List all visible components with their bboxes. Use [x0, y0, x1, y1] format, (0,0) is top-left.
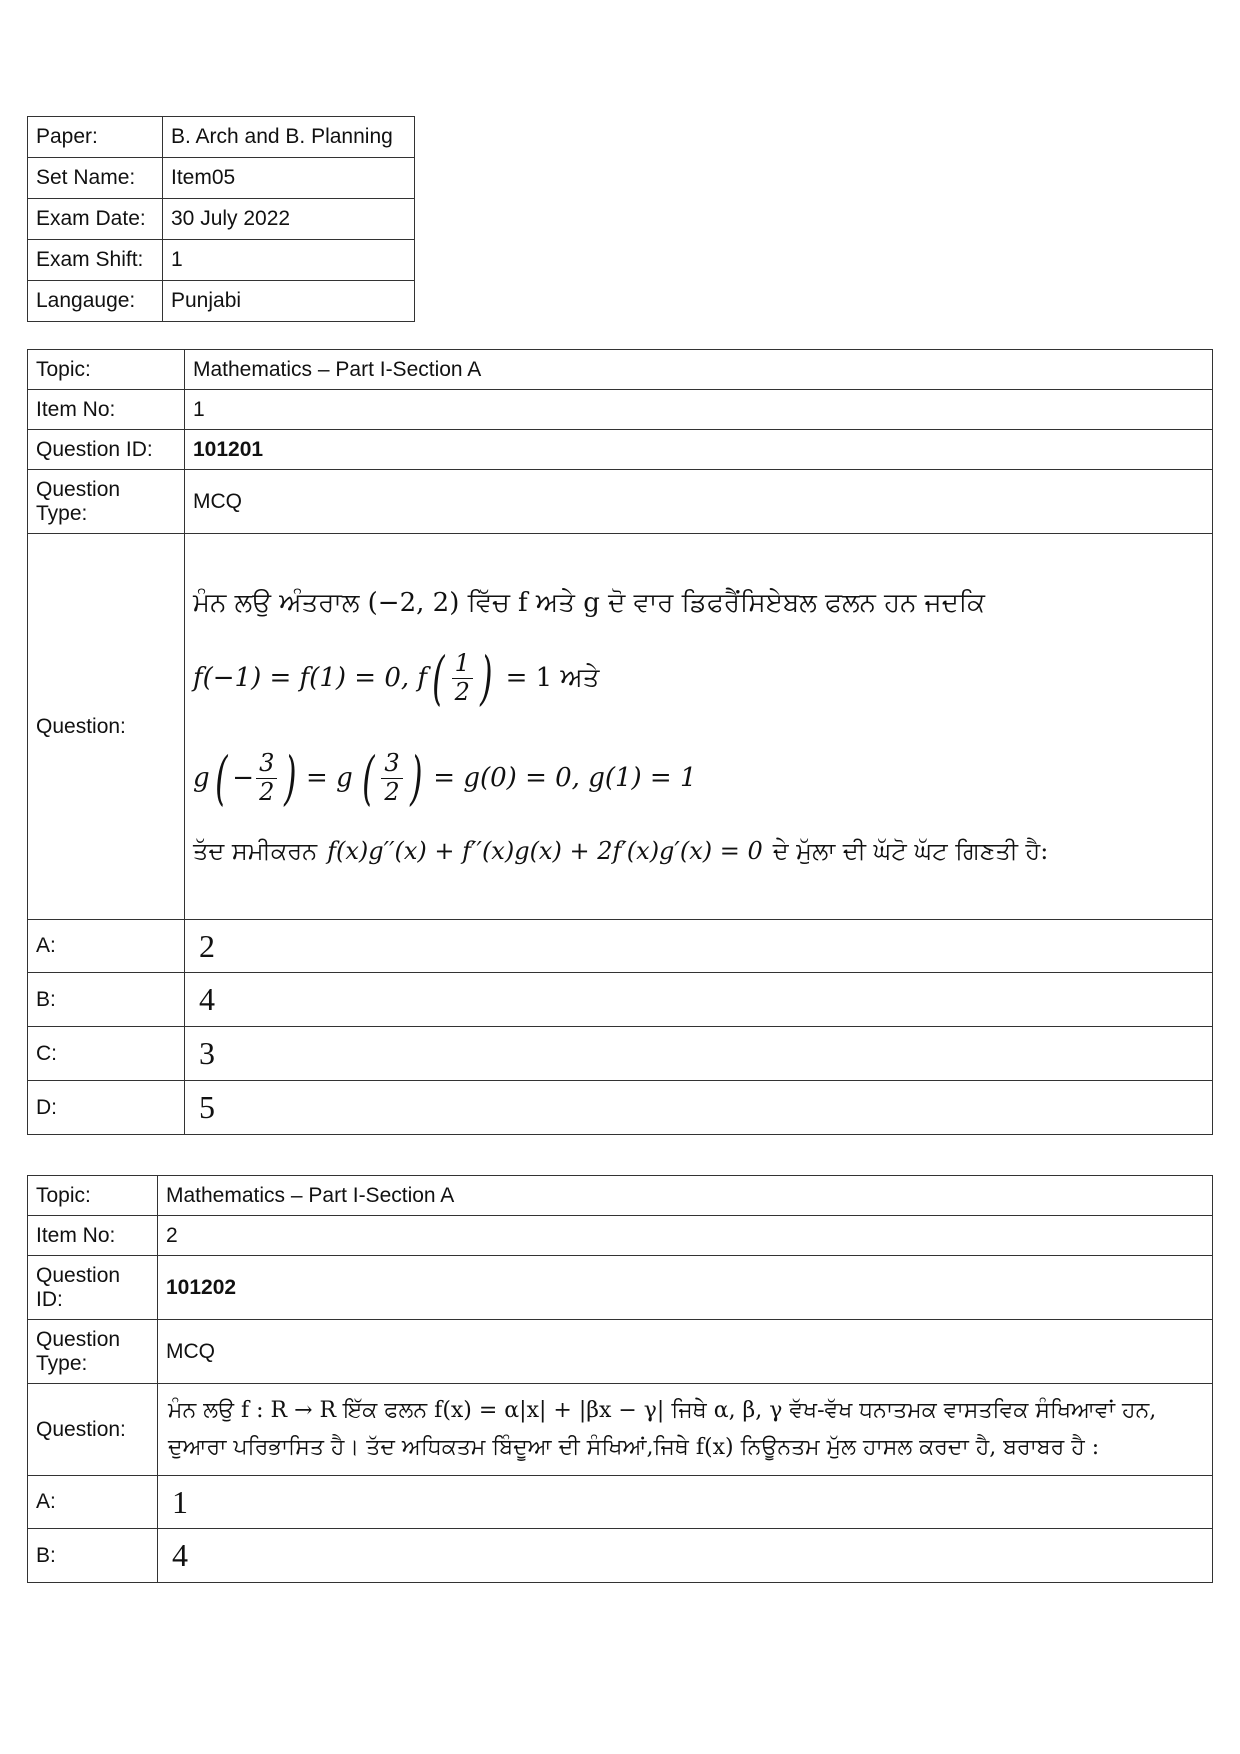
meta-value: 1 [163, 240, 415, 281]
q1-topic-row [28, 350, 1213, 390]
question-id-label: Question ID: [28, 430, 185, 470]
option-value: 5 [185, 1081, 1213, 1135]
topic-label: Topic: [28, 350, 185, 390]
option-label: B: [28, 1529, 158, 1583]
meta-value: B. Arch and B. Planning [163, 117, 415, 158]
fraction-denominator: 2 [454, 677, 470, 706]
question-type-value: MCQ [158, 1320, 1213, 1384]
option-value: 4 [185, 973, 1213, 1027]
question-body [185, 534, 1213, 920]
q1-option-a [28, 920, 1213, 973]
q2-option-a [28, 1476, 1213, 1529]
meta-row-language [28, 281, 415, 322]
eq-minus-sign: − [232, 763, 255, 793]
meta-value: Punjabi [163, 281, 415, 322]
fraction-one-half [452, 650, 473, 706]
question-type-label: Question Type: [28, 470, 185, 534]
eq-f-values: f(−1) = f(1) = 0, f [193, 663, 428, 693]
item-label: Item No: [28, 390, 185, 430]
question-label: Question: [28, 1384, 158, 1476]
option-label: A: [28, 1476, 158, 1529]
topic-value: Mathematics – Part I-Section A [158, 1176, 1213, 1216]
option-label: A: [28, 920, 185, 973]
eq-g-symbol: g [193, 763, 210, 793]
question-2-table [27, 1175, 1213, 1583]
question-1-table [27, 349, 1213, 1135]
option-label: C: [28, 1027, 185, 1081]
meta-row-paper [28, 117, 415, 158]
meta-label: Langauge: [28, 281, 163, 322]
meta-label: Paper: [28, 117, 163, 158]
question-id-label: Question ID: [28, 1256, 158, 1320]
option-value: 3 [185, 1027, 1213, 1081]
eq-f-tail: = 1 ਅਤੇ [505, 662, 600, 693]
question-line-2: ਦੁਆਰਾ ਪਰਿਭਾਸਿਤ ਹੈ। ਤੱਦ ਅਧਿਕਤਮ ਬਿੰਦੂਆ ਦੀ ਸੰਖਿਆਂ,ਜਿਥੇ f(x) ਨਿਊਨਤਮ ਮੁੱਲ ਹਾਸਲ ਕਰਦਾ ਹੈ, ਬਰਾਬਰ ਹੈ : [168, 1434, 1100, 1460]
topic-label: Topic: [28, 1176, 158, 1216]
q1-type-row [28, 470, 1213, 534]
item-label: Item No: [28, 1216, 158, 1256]
fraction-three-halves [381, 750, 402, 806]
question-id-value: 101201 [185, 430, 1213, 470]
meta-value: Item05 [163, 158, 415, 199]
fraction-denominator: 2 [384, 777, 400, 806]
question-type-label: Question Type: [28, 1320, 158, 1384]
question-id-value: 101202 [158, 1256, 1213, 1320]
differential-equation: f(x)g′′(x) + f′′(x)g(x) + 2f′(x)g′(x) = 0 [327, 837, 763, 865]
eq-g-mid: = g [306, 763, 353, 793]
question-body [158, 1384, 1213, 1476]
q2-question-row [28, 1384, 1213, 1476]
question-label: Question: [28, 534, 185, 920]
question-line-1: ਮੰਨ ਲਉ f : R → R ਇੱਕ ਫਲਨ f(x) = α|x| + |βx − γ| ਜਿਥੇ α, β, γ ਵੱਖ-ਵੱਖ ਧਨਾਤਮਕ ਵਾਸਤਵਿਕ ਸੰਖਿਆਵਾਂ ਹਨ, [168, 1398, 1157, 1424]
q1-item-row [28, 390, 1213, 430]
fraction-denominator: 2 [259, 777, 275, 806]
exam-meta-table [27, 116, 415, 322]
meta-label: Exam Date: [28, 199, 163, 240]
q1-question-row [28, 534, 1213, 920]
line4-prefix: ਤੱਦ ਸਮੀਕਰਨ [193, 837, 318, 865]
q2-item-row [28, 1216, 1213, 1256]
question-line-2: f(−1) = f(1) = 0, f ( $\frac{1}{2}$ ) = 1 ਅਤੇ [193, 644, 600, 712]
meta-row-set-name [28, 158, 415, 199]
q2-option-b [28, 1529, 1213, 1583]
option-value: 4 [158, 1529, 1213, 1583]
fraction-numerator: 3 [381, 750, 402, 779]
meta-label: Set Name: [28, 158, 163, 199]
meta-row-exam-date [28, 199, 415, 240]
option-label: D: [28, 1081, 185, 1135]
meta-value: 30 July 2022 [163, 199, 415, 240]
q1-id-row [28, 430, 1213, 470]
question-line-1: ਮੰਨ ਲਉ ਅੰਤਰਾਲ (−2, 2) ਵਿੱਚ f ਅਤੇ g ਦੋ ਵਾਰ ਡਿਫਰੈਂਸਿਏਬਲ ਫਲਨ ਹਨ ਜਦਕਿ [193, 588, 985, 618]
q1-option-d [28, 1081, 1213, 1135]
meta-label: Exam Shift: [28, 240, 163, 281]
q2-type-row [28, 1320, 1213, 1384]
option-value: 2 [185, 920, 1213, 973]
line4-suffix: ਦੇ ਮੁੱਲਾ ਦੀ ਘੱਟੋ ਘੱਟ ਗਿਣਤੀ ਹੈ: [772, 837, 1049, 865]
fraction-numerator: 1 [452, 650, 473, 679]
option-value: 1 [158, 1476, 1213, 1529]
item-value: 1 [185, 390, 1213, 430]
fraction-numerator: 3 [256, 750, 277, 779]
topic-value: Mathematics – Part I-Section A [185, 350, 1213, 390]
fraction-three-halves-neg [256, 750, 277, 806]
question-type-value: MCQ [185, 470, 1213, 534]
option-label: B: [28, 973, 185, 1027]
q1-option-b [28, 973, 1213, 1027]
item-value: 2 [158, 1216, 1213, 1256]
question-line-3: g ( − $\frac{3}{2}$ ) = g ( $\frac{3}{2}$ ) = g(0) = 0, g(1) = 1 [193, 744, 697, 812]
q2-id-row [28, 1256, 1213, 1320]
eq-g-tail: = g(0) = 0, g(1) = 1 [433, 763, 697, 793]
meta-row-exam-shift [28, 240, 415, 281]
q2-topic-row [28, 1176, 1213, 1216]
question-line-4 [193, 837, 1204, 865]
q1-option-c [28, 1027, 1213, 1081]
